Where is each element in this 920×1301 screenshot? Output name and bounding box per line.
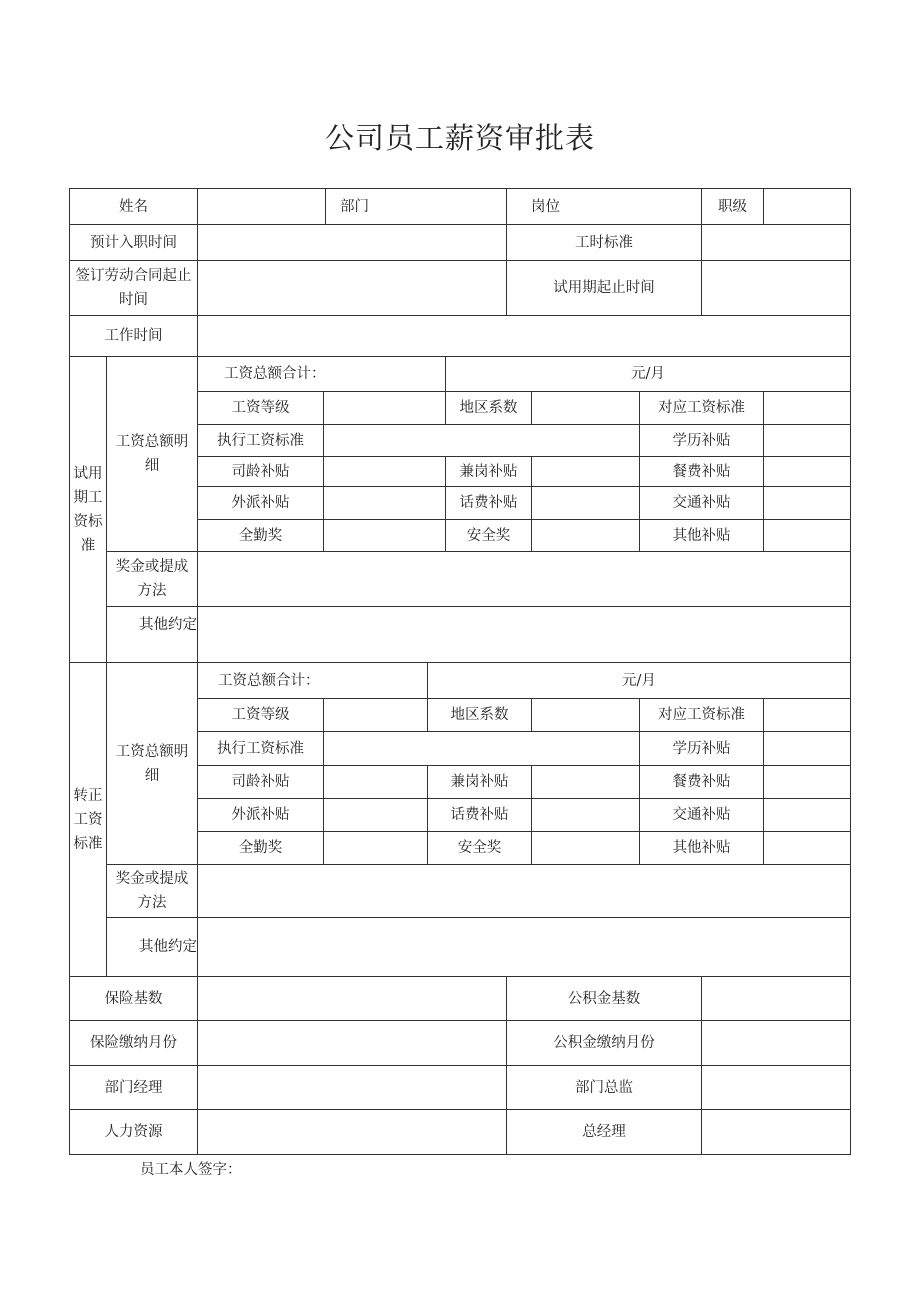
regular-transport-field[interactable] xyxy=(764,799,850,832)
probation-safety-label: 安全奖 xyxy=(446,520,532,552)
regular-other-allow-field[interactable] xyxy=(764,832,850,865)
name-label: 姓名 xyxy=(70,189,198,225)
regular-seniority-label: 司龄补贴 xyxy=(198,766,324,799)
insurance-month-label: 保险缴纳月份 xyxy=(70,1021,198,1066)
regular-other-terms-label: 其他约定 xyxy=(107,918,198,977)
regular-grade-field[interactable] xyxy=(324,699,428,732)
regular-corr-std-field[interactable] xyxy=(764,699,850,732)
name-field[interactable] xyxy=(198,189,326,225)
probation-grade-label: 工资等级 xyxy=(198,392,324,425)
probation-detail-label: 工资总额明细 xyxy=(107,357,198,552)
regular-region-label: 地区系数 xyxy=(428,699,532,732)
probation-exec-std-field[interactable] xyxy=(324,425,640,457)
dept-manager-field[interactable] xyxy=(198,1066,507,1110)
probation-total-label: 工资总额合计： xyxy=(198,357,446,392)
regular-safety-field[interactable] xyxy=(532,832,640,865)
probation-region-label: 地区系数 xyxy=(446,392,532,425)
probation-phone-field[interactable] xyxy=(532,487,640,520)
rank-field[interactable] xyxy=(764,189,850,225)
page-title: 公司员工薪资审批表 xyxy=(324,121,595,155)
probation-exec-std-label: 执行工资标准 xyxy=(198,425,324,457)
regular-edu-label: 学历补贴 xyxy=(640,732,764,766)
probation-dispatch-field[interactable] xyxy=(324,487,446,520)
probation-seniority-label: 司龄补贴 xyxy=(198,457,324,487)
probation-bonus-label: 奖金或提成方法 xyxy=(107,552,198,607)
regular-exec-std-field[interactable] xyxy=(324,732,640,766)
regular-transport-label: 交通补贴 xyxy=(640,799,764,832)
probation-extra-post-label: 兼岗补贴 xyxy=(446,457,532,487)
probation-period-label: 试用期起止时间 xyxy=(507,261,702,316)
probation-meal-label: 餐费补贴 xyxy=(640,457,764,487)
probation-transport-field[interactable] xyxy=(764,487,850,520)
probation-other-terms-label: 其他约定 xyxy=(107,607,198,663)
probation-seniority-field[interactable] xyxy=(324,457,446,487)
probation-dispatch-label: 外派补贴 xyxy=(198,487,324,520)
fund-month-field[interactable] xyxy=(702,1021,850,1066)
work-time-field[interactable] xyxy=(198,316,850,357)
entry-time-label: 预计入职时间 xyxy=(70,225,198,261)
insurance-base-field[interactable] xyxy=(198,977,507,1021)
regular-corr-std-label: 对应工资标准 xyxy=(640,699,764,732)
dept-manager-label: 部门经理 xyxy=(70,1066,198,1110)
regular-grade-label: 工资等级 xyxy=(198,699,324,732)
probation-transport-label: 交通补贴 xyxy=(640,487,764,520)
probation-region-field[interactable] xyxy=(532,392,640,425)
probation-phone-label: 话费补贴 xyxy=(446,487,532,520)
probation-edu-field[interactable] xyxy=(764,425,850,457)
work-hours-label: 工时标准 xyxy=(507,225,702,261)
insurance-base-label: 保险基数 xyxy=(70,977,198,1021)
dept-director-field[interactable] xyxy=(702,1066,850,1110)
fund-base-label: 公积金基数 xyxy=(507,977,702,1021)
gm-field[interactable] xyxy=(702,1110,850,1154)
regular-attendance-label: 全勤奖 xyxy=(198,832,324,865)
regular-meal-label: 餐费补贴 xyxy=(640,766,764,799)
regular-attendance-field[interactable] xyxy=(324,832,428,865)
regular-edu-field[interactable] xyxy=(764,732,850,766)
contract-period-label: 签订劳动合同起止时间 xyxy=(70,261,198,316)
gm-label: 总经理 xyxy=(507,1110,702,1154)
probation-other-allow-field[interactable] xyxy=(764,520,850,552)
probation-period-field[interactable] xyxy=(702,261,850,316)
entry-time-field[interactable] xyxy=(198,225,507,261)
probation-meal-field[interactable] xyxy=(764,457,850,487)
regular-total-label: 工资总额合计： xyxy=(198,663,428,699)
rank-label: 职级 xyxy=(702,189,764,225)
probation-extra-post-field[interactable] xyxy=(532,457,640,487)
fund-month-label: 公积金缴纳月份 xyxy=(507,1021,702,1066)
position-field[interactable]: 岗位 xyxy=(507,189,702,225)
regular-dispatch-field[interactable] xyxy=(324,799,428,832)
contract-period-field[interactable] xyxy=(198,261,507,316)
dept-director-label: 部门总监 xyxy=(507,1066,702,1110)
regular-exec-std-label: 执行工资标准 xyxy=(198,732,324,766)
regular-phone-field[interactable] xyxy=(532,799,640,832)
probation-grade-field[interactable] xyxy=(324,392,446,425)
regular-other-terms-field[interactable] xyxy=(198,918,850,977)
regular-extra-post-label: 兼岗补贴 xyxy=(428,766,532,799)
probation-other-terms-field[interactable] xyxy=(198,607,850,663)
regular-dispatch-label: 外派补贴 xyxy=(198,799,324,832)
hr-label: 人力资源 xyxy=(70,1110,198,1154)
work-hours-field[interactable] xyxy=(702,225,850,261)
regular-extra-post-field[interactable] xyxy=(532,766,640,799)
employee-signature-label: 员工本人签字： xyxy=(140,1162,242,1178)
probation-section-label: 试用期工资标准 xyxy=(70,357,107,663)
regular-section-label: 转正工资标准 xyxy=(70,663,107,977)
regular-safety-label: 安全奖 xyxy=(428,832,532,865)
work-time-label: 工作时间 xyxy=(70,316,198,357)
dept-field[interactable]: 部门 xyxy=(326,189,507,225)
insurance-month-field[interactable] xyxy=(198,1021,507,1066)
fund-base-field[interactable] xyxy=(702,977,850,1021)
regular-bonus-field[interactable] xyxy=(198,865,850,918)
probation-total-field[interactable]: 元/月 xyxy=(446,357,850,392)
probation-safety-field[interactable] xyxy=(532,520,640,552)
regular-seniority-field[interactable] xyxy=(324,766,428,799)
salary-approval-form xyxy=(69,188,851,1155)
probation-edu-label: 学历补贴 xyxy=(640,425,764,457)
probation-attendance-field[interactable] xyxy=(324,520,446,552)
probation-attendance-label: 全勤奖 xyxy=(198,520,324,552)
probation-corr-std-field[interactable] xyxy=(764,392,850,425)
regular-other-allow-label: 其他补贴 xyxy=(640,832,764,865)
probation-corr-std-label: 对应工资标准 xyxy=(640,392,764,425)
probation-other-allow-label: 其他补贴 xyxy=(640,520,764,552)
regular-bonus-label: 奖金或提成方法 xyxy=(107,865,198,918)
regular-region-field[interactable] xyxy=(532,699,640,732)
regular-total-field[interactable]: 元/月 xyxy=(428,663,850,699)
regular-detail-label: 工资总额明细 xyxy=(107,663,198,865)
hr-field[interactable] xyxy=(198,1110,507,1154)
regular-meal-field[interactable] xyxy=(764,766,850,799)
probation-bonus-field[interactable] xyxy=(198,552,850,607)
regular-phone-label: 话费补贴 xyxy=(428,799,532,832)
